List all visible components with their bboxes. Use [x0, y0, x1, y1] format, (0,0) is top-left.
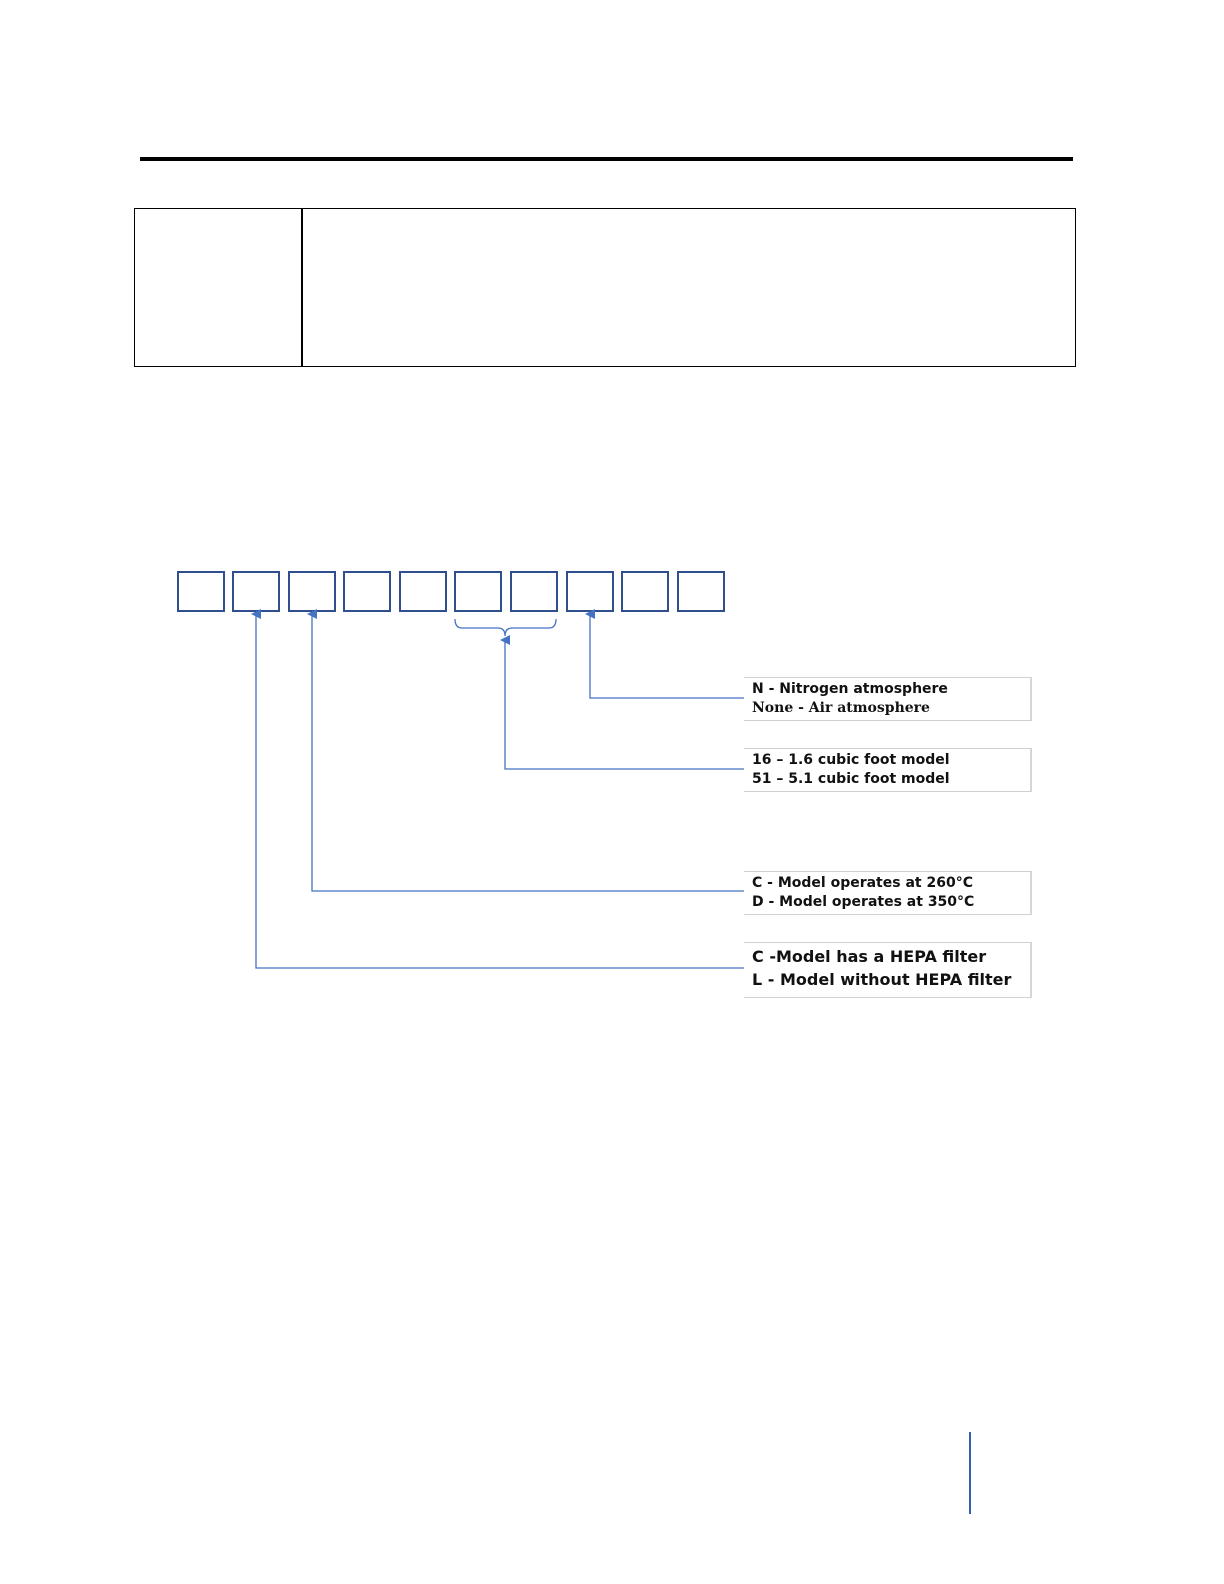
legend-temperature-line-2: D - Model operates at 350°C [752, 894, 975, 910]
code-box-4 [344, 572, 390, 611]
code-box-2 [233, 572, 279, 611]
size-connector [505, 640, 744, 769]
code-box-9 [622, 572, 668, 611]
atmosphere-connector [590, 614, 744, 698]
size-digits-brace [455, 619, 556, 636]
code-box-6 [455, 572, 501, 611]
code-box-row [178, 572, 724, 611]
legend-size-line-2: 51 – 5.1 cubic foot model [752, 771, 950, 787]
footer-rule [969, 1432, 971, 1514]
code-box-5 [400, 572, 446, 611]
temperature-connector [312, 614, 744, 891]
code-box-3 [289, 572, 335, 611]
legend-filter-line-1: C -Model has a HEPA filter [752, 947, 987, 966]
legend-atmosphere-line-2: None - Air atmosphere [752, 700, 930, 716]
legend-temperature [744, 871, 1032, 915]
legend-size-line-1: 16 – 1.6 cubic foot model [752, 752, 950, 768]
legend-atmosphere [744, 677, 1032, 721]
legend-filter [744, 942, 1032, 998]
code-box-8 [567, 572, 613, 611]
legend-temperature-line-1: C - Model operates at 260°C [752, 875, 973, 891]
legend-size [744, 748, 1032, 792]
code-box-10 [678, 572, 724, 611]
code-box-1 [178, 572, 224, 611]
legend-filter-line-2: L - Model without HEPA filter [752, 970, 1012, 989]
filter-connector [256, 614, 744, 968]
legend-atmosphere-line-1: N - Nitrogen atmosphere [752, 681, 948, 697]
code-box-7 [511, 572, 557, 611]
